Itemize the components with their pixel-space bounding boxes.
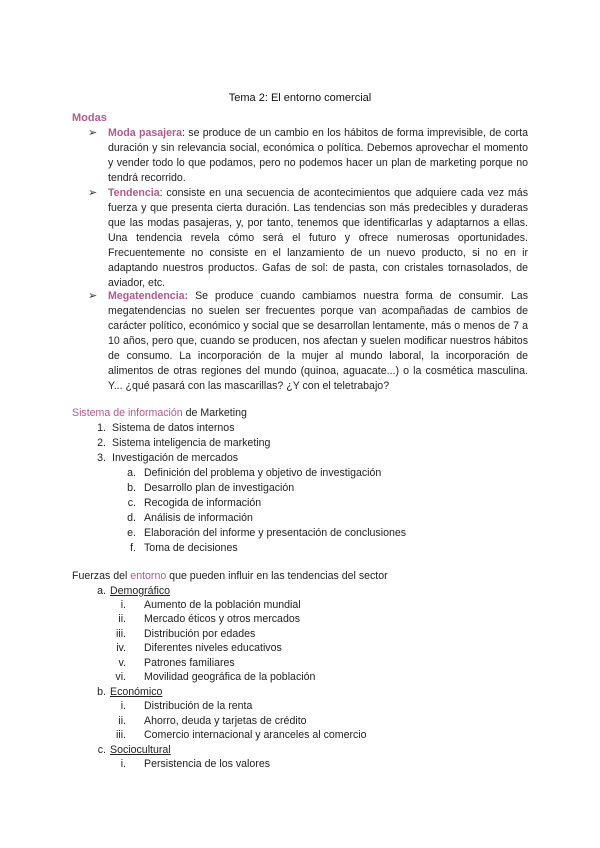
entorno-highlight: entorno bbox=[130, 570, 167, 582]
term-tendencia: Tendencia bbox=[108, 187, 160, 199]
page-title: Tema 2: El entorno comercial bbox=[228, 92, 372, 104]
section-heading-modas: Modas bbox=[72, 112, 107, 124]
fuerzas-intro: Fuerzas del entorno que pueden influir en las tendencias del sector bbox=[72, 570, 388, 582]
bullet-tendencia bbox=[88, 186, 528, 291]
arrow-bullet-icon: ➢ bbox=[88, 187, 98, 199]
document-page: Tema 2: El entorno comercial Modas ➢ Moda pasajera: se produce de un cambio en los hábitos de forma imprevisible, de corta duración y sin relevancia social, económica o política. Debemos aprovechar el momento y vender todo lo que podamos, pero no podemos hacer un plan de marketing porque no tendrá recorrido. ➢ Tendencia: consiste en una secuencia de acontecimientos que adquiere cada vez más fuerza y que presenta cierta duración. Las tendencias son más predecibles y duraderas que las modas pasajeras, y, por tanto, tenemos que identificarlas y adaptarnos a ellas. Una tendencia revela cómo será el futuro y ofrece numerosas oportunidades. Frecuentemente no consiste en el lanzamiento de un nuevo producto, si no en ir adaptando nuestros productos. Gafas de sol: de pasta, con cristales tornasolados, de aviador, etc. ➢ Megatendencia: Se produce cuando cambiamos nuestra forma de consumir. Las megatendencias no suelen ser frecuentes porque van acompañadas de cambios de carácter político, económico y social que se desarrollan lentamente, más o menos de 7 a 10 años, pero que, cuando se producen, nos afectan y suelen modificar nuestros hábitos de consumo. La incorporación de la mujer al mundo laboral, la incorporación de alimentos de otras regiones del mundo (quinoa, aguacate...) o la cosmética masculina. Y... ¿qué pasará con las mascarillas? ¿Y con el teletrabajo? Sistema de información de Marketing 1. Sistema de datos internos 2. Sistema inteligencia de marketing 3. Investigación de mercados a. Definición del problema y objetivo de investigación b. Desarrollo plan de investigación c. Recogida de información d. Análisis de información e. Elaboración del informe y presentación de conclusiones f. Toma de decisiones Fuerzas del entorno que pueden influir en las tendencias del sector a. Demográfico i. Aumento de la población mundial ii. Mercado éticos y otros mercados iii. Distribución por edades iv. Diferentes niveles educativos v. Patrones familiares vi. Movilidad geográfica de la población b. Económico i. Distribución de la renta ii. Ahorro, deuda y tarjetas de crédito iii. Comercio internacional y aranceles al comercio c. Sociocultural i. Persistencia de los valores bbox=[0, 0, 600, 848]
sim-heading-pink: Sistema de información bbox=[72, 407, 183, 419]
bullet-text: : se produce de un cambio en los hábitos de forma imprevisible, de corta duración y sin relevancia social, económica o política. Debemos aprovechar el momento y vender todo lo que podamos, pero no podemos hacer un plan de marketing porque no tendrá recorrido. bbox=[108, 127, 528, 184]
bullet-moda-pasajera bbox=[88, 126, 528, 186]
sim-heading-rest: de Marketing bbox=[182, 407, 247, 419]
section-heading-sim bbox=[72, 406, 247, 420]
bullet-text: Se produce cuando cambiamos nuestra forma de consumir. Las megatendencias no suelen ser frecuentes porque van acompañadas de cambios de carácter político, económico y social que se desarrollan lentamente, más o menos de 7 a 10 años, pero que, cuando se producen, nos afectan y suelen modificar nuestros hábitos de consumo. La incorporación de la mujer al mundo laboral, la incorporación de alimentos de otras regiones del mundo (quinoa, aguacate...) o la cosmética masculina. Y... ¿qué pasará con las mascarillas? ¿Y con el teletrabajo? bbox=[108, 290, 528, 392]
bullet-text: : consiste en una secuencia de acontecimientos que adquiere cada vez más fuerza y que presenta cierta duración. Las tendencias son más predecibles y duraderas que las modas pasajeras, y, por tanto, tenemos que identificarlas y adaptarnos a ellas. Una tendencia revela cómo será el futuro y ofrece numerosas oportunidades. Frecuentemente no consiste en el lanzamiento de un nuevo producto, si no en ir adaptando nuestros productos. Gafas de sol: de pasta, con cristales tornasolados, de aviador, etc. bbox=[108, 187, 528, 289]
term-megatendencia: Megatendencia: bbox=[108, 290, 189, 302]
arrow-bullet-icon: ➢ bbox=[88, 127, 98, 139]
term-moda-pasajera: Moda pasajera bbox=[108, 127, 182, 139]
arrow-bullet-icon: ➢ bbox=[88, 290, 98, 302]
bullet-megatendencia bbox=[88, 289, 528, 394]
